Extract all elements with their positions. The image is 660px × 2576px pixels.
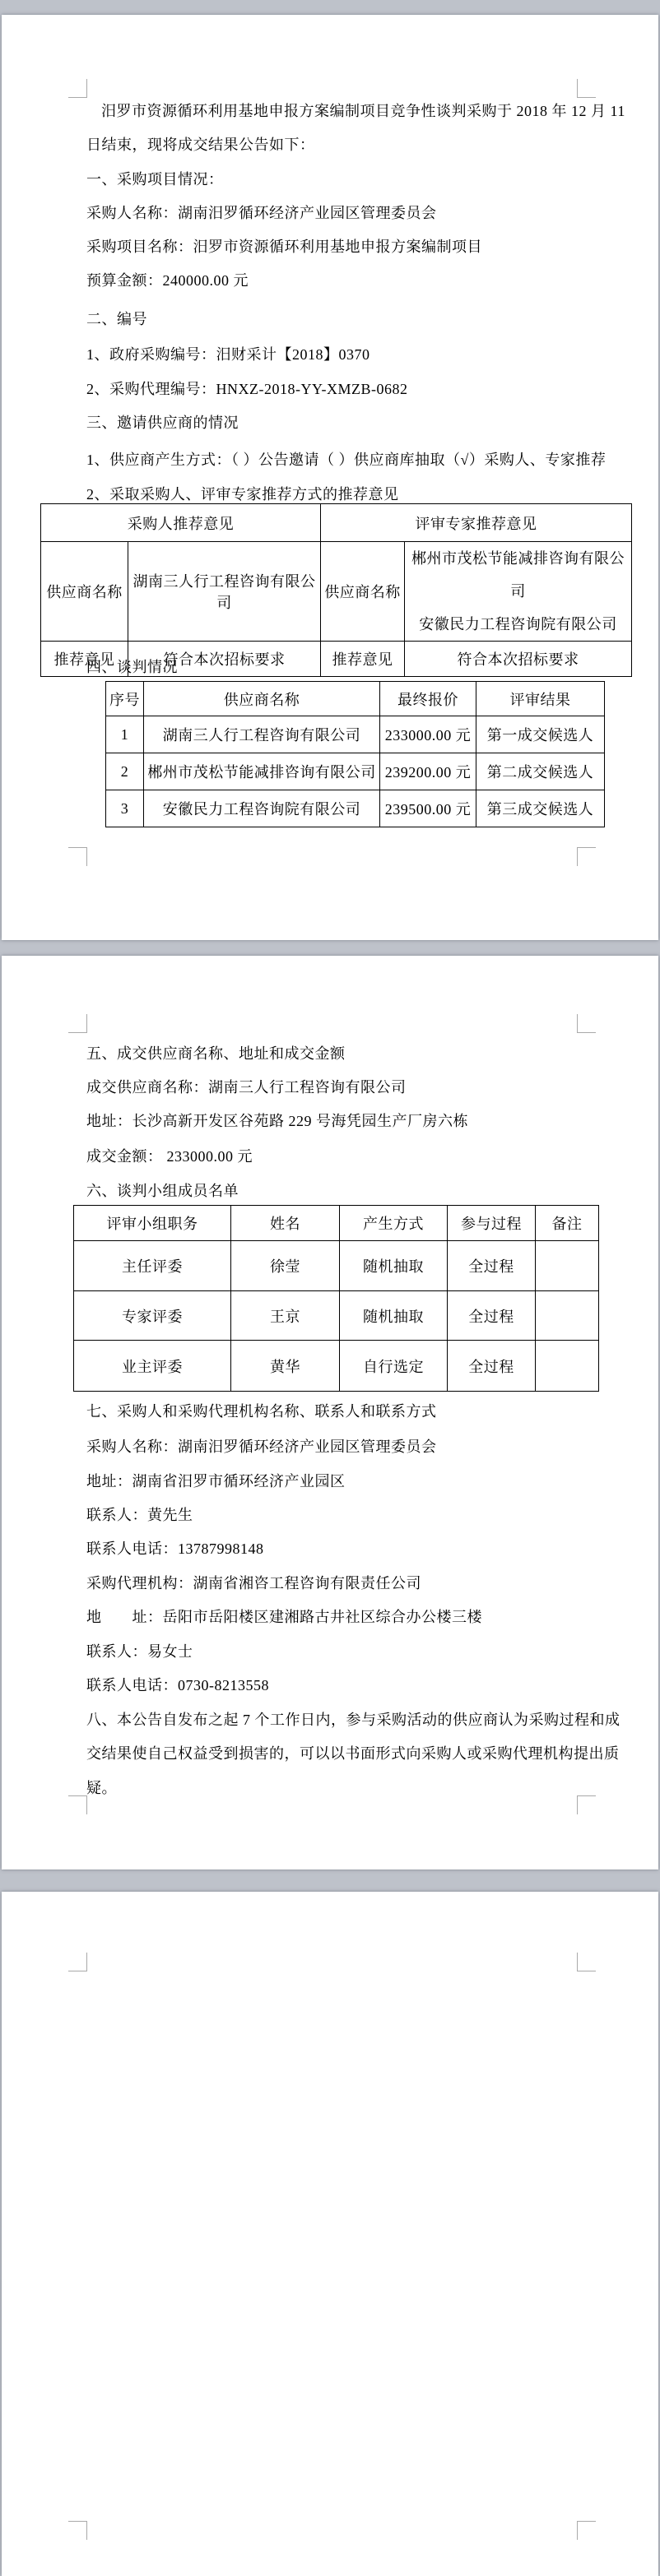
recommendation-table	[40, 503, 632, 677]
page-1	[2, 15, 658, 940]
result-cell: 第一成交候选人	[476, 716, 605, 753]
project-name-line: 采购项目名称：汨罗市资源循环利用基地申报方案编制项目	[86, 239, 482, 255]
winner-address-line: 地址：长沙高新开发区谷苑路 229 号海凭园生产厂房六栋	[86, 1113, 468, 1129]
table-row	[74, 1241, 599, 1291]
supplier-right-line-2: 安徽民力工程咨询院有限公司	[419, 616, 617, 632]
role-cell: 主任评委	[74, 1241, 231, 1291]
announcement-title-line-2: 日结束，现将成交结果公告如下：	[86, 137, 315, 153]
remark-cell	[536, 1341, 599, 1392]
supplier-source-line: 1、供应商产生方式：（ ）公告邀请（ ）供应商库抽取（√）采购人、专家推荐	[86, 452, 607, 468]
seq-cell: 3	[106, 790, 144, 827]
recommend-header-buyer: 采购人推荐意见	[41, 504, 321, 542]
agency-phone-line: 联系人电话：0730-8213558	[86, 1677, 269, 1693]
price-cell: 239500.00 元	[380, 790, 476, 827]
opinion-label-cell: 推荐意见	[41, 642, 128, 677]
opinion-label-cell: 推荐意见	[321, 642, 405, 677]
supplier-label-cell: 供应商名称	[41, 542, 128, 642]
negotiation-table	[105, 681, 605, 827]
section-1-heading: 一、采购项目情况：	[86, 171, 224, 188]
result-cell: 第二成交候选人	[476, 753, 605, 790]
margin-mark-top-right	[577, 79, 596, 98]
section-3-heading: 三、邀请供应商的情况	[86, 415, 239, 431]
buyer-address-line: 地址：湖南省汨罗市循环经济产业园区	[86, 1473, 346, 1490]
margin-mark-bottom-left	[68, 1795, 87, 1814]
section-8-line-2: 交结果使自己权益受到损害的，可以以书面形式向采购人或采购代理机构提出质	[86, 1745, 620, 1762]
section-5-heading: 五、成交供应商名称、地址和成交金额	[86, 1045, 346, 1062]
margin-mark-top-left	[68, 1014, 87, 1033]
col-header-seq: 序号	[106, 682, 144, 716]
margin-mark-bottom-left	[68, 847, 87, 866]
margin-mark-top-right	[577, 1953, 596, 1971]
section-4-heading: 四、谈判情况	[86, 659, 178, 675]
agency-contact-line: 联系人：易女士	[86, 1643, 193, 1660]
margin-mark-bottom-right	[577, 2521, 596, 2540]
col-header-name: 姓名	[231, 1206, 340, 1241]
supplier-cell: 安徽民力工程咨询院有限公司	[144, 790, 380, 827]
opinion-value-cell: 符合本次招标要求	[405, 642, 632, 677]
recommend-header-expert: 评审专家推荐意见	[321, 504, 632, 542]
section-6-heading: 六、谈判小组成员名单	[86, 1183, 239, 1199]
col-header-review-result: 评审结果	[476, 682, 605, 716]
buyer-contact-line: 联系人：黄先生	[86, 1507, 193, 1523]
name-cell: 徐莹	[231, 1241, 340, 1291]
page-2	[2, 956, 658, 1869]
section-2-heading: 二、编号	[86, 311, 147, 327]
supplier-label-cell: 供应商名称	[321, 542, 405, 642]
table-row	[74, 1291, 599, 1341]
name-cell: 王京	[231, 1291, 340, 1341]
table-row	[106, 753, 605, 790]
seq-cell: 2	[106, 753, 144, 790]
table-row	[106, 790, 605, 827]
role-cell: 专家评委	[74, 1291, 231, 1341]
announcement-title-line-1: 汨罗市资源循环利用基地申报方案编制项目竞争性谈判采购于 2018 年 12 月 11	[101, 103, 625, 119]
name-cell: 黄华	[231, 1341, 340, 1392]
table-header-row	[106, 682, 605, 716]
col-header-role: 评审小组职务	[74, 1206, 231, 1241]
deal-amount-line: 成交金额： 233000.00 元	[86, 1148, 253, 1165]
table-row	[41, 542, 632, 642]
margin-mark-bottom-right	[577, 1795, 596, 1814]
participation-cell: 全过程	[448, 1341, 536, 1392]
section-8-line-1: 八、本公告自发布之起 7 个工作日内，参与采购活动的供应商认为采购过程和成	[86, 1712, 620, 1728]
agency-no-line: 2、采购代理编号：HNXZ-2018-YY-XMZB-0682	[86, 381, 408, 397]
panel-member-table	[73, 1205, 599, 1392]
col-header-selection-method: 产生方式	[340, 1206, 448, 1241]
margin-mark-top-left	[68, 79, 87, 98]
margin-mark-top-left	[68, 1953, 87, 1971]
result-cell: 第三成交候选人	[476, 790, 605, 827]
recommendation-intro-line: 2、采取采购人、评审专家推荐方式的推荐意见	[86, 486, 399, 503]
participation-cell: 全过程	[448, 1241, 536, 1291]
remark-cell	[536, 1241, 599, 1291]
supplier-cell: 湖南三人行工程咨询有限公司	[144, 716, 380, 753]
method-cell: 随机抽取	[340, 1291, 448, 1341]
agency-name-line: 采购代理机构：湖南省湘咨工程咨询有限责任公司	[86, 1575, 421, 1591]
role-cell: 业主评委	[74, 1341, 231, 1392]
seq-cell: 1	[106, 716, 144, 753]
page-3	[2, 1892, 658, 2576]
method-cell: 随机抽取	[340, 1241, 448, 1291]
table-row	[106, 716, 605, 753]
table-row	[74, 1341, 599, 1392]
supplier-value-cell: 湖南三人行工程咨询有限公司	[128, 542, 321, 642]
agency-address-line: 地 址：岳阳市岳阳楼区建湘路古井社区综合办公楼三楼	[86, 1609, 482, 1625]
margin-mark-bottom-right	[577, 847, 596, 866]
price-cell: 233000.00 元	[380, 716, 476, 753]
col-header-remark: 备注	[536, 1206, 599, 1241]
col-header-participation: 参与过程	[448, 1206, 536, 1241]
margin-mark-top-right	[577, 1014, 596, 1033]
supplier-value-cell	[405, 542, 632, 642]
col-header-supplier: 供应商名称	[144, 682, 380, 716]
remark-cell	[536, 1291, 599, 1341]
budget-line: 预算金额：240000.00 元	[86, 272, 249, 289]
supplier-right-line-1: 郴州市茂松节能减排咨询有限公司	[411, 550, 625, 600]
method-cell: 自行选定	[340, 1341, 448, 1392]
table-row	[41, 504, 632, 542]
section-8-line-3: 疑。	[86, 1780, 117, 1796]
col-header-final-price: 最终报价	[380, 682, 476, 716]
buyer-name-line: 采购人名称：湖南汨罗循环经济产业园区管理委员会	[86, 205, 437, 221]
price-cell: 239200.00 元	[380, 753, 476, 790]
supplier-cell: 郴州市茂松节能减排咨询有限公司	[144, 753, 380, 790]
margin-mark-bottom-left	[68, 2521, 87, 2540]
participation-cell: 全过程	[448, 1291, 536, 1341]
winner-name-line: 成交供应商名称：湖南三人行工程咨询有限公司	[86, 1079, 407, 1096]
section-7-heading: 七、采购人和采购代理机构名称、联系人和联系方式	[86, 1403, 437, 1420]
gov-procurement-no-line: 1、政府采购编号：汨财采计【2018】0370	[86, 346, 370, 363]
opinion-value-cell: 符合本次招标要求	[128, 642, 321, 677]
table-header-row	[74, 1206, 599, 1241]
buyer-phone-line: 联系人电话：13787998148	[86, 1541, 264, 1557]
buyer-name-line: 采购人名称：湖南汨罗循环经济产业园区管理委员会	[86, 1439, 437, 1455]
